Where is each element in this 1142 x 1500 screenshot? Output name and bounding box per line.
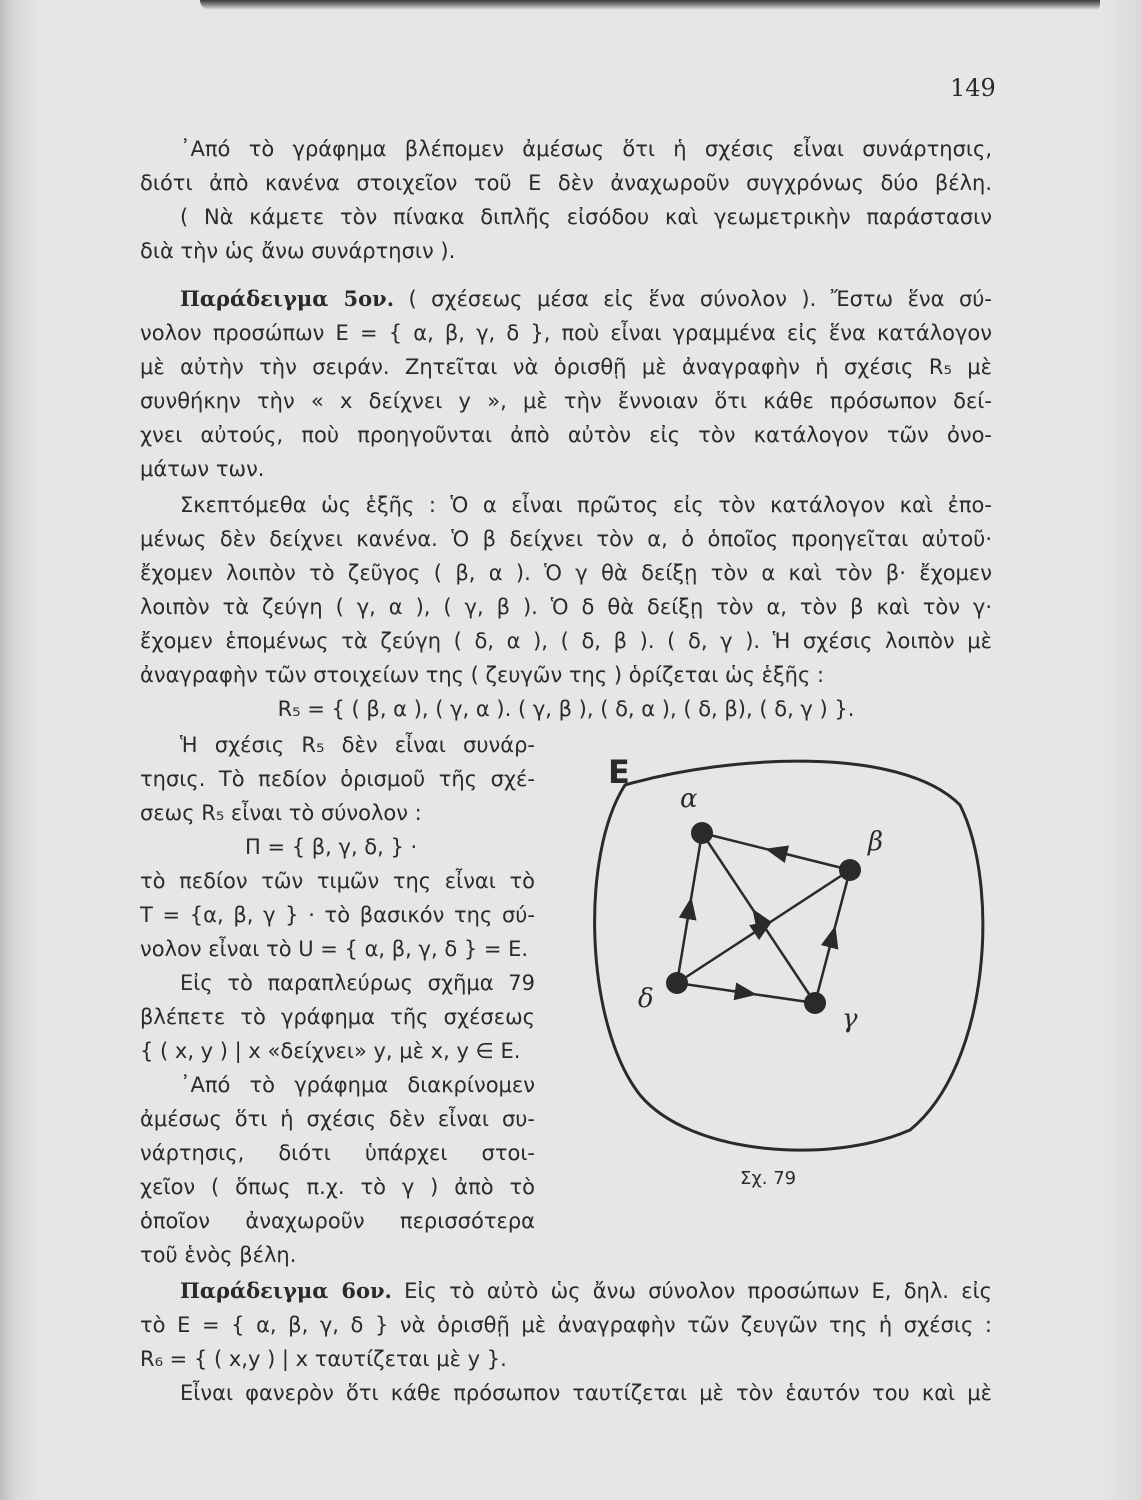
- text-line: Εἰς τὸ παραπλεύρως σχῆμα 79: [180, 971, 535, 995]
- text-line: ἀμέσως ὅτι ἡ σχέσις δὲν εἶναι συ-: [140, 1107, 535, 1131]
- graph-node-label: γ: [842, 1004, 858, 1034]
- text-line: ἔχομεν λοιπὸν τὸ ζεῦγος ( β, α ). Ὁ γ θὰ δείξῃ τὸν α καὶ τὸν β· ἔχομεν: [140, 561, 992, 585]
- example5-first-line: [140, 284, 992, 314]
- text-line: διὰ τὴν ὡς ἄνω συνάρτησιν ).: [140, 239, 456, 263]
- text-line: τὸ πεδίον τῶν τιμῶν της εἶναι τὸ: [140, 869, 535, 893]
- text-line: Σκεπτόμεθα ὡς ἑξῆς : Ὁ α εἶναι πρῶτος εἰς τὸν κατάλογον καὶ ἐπο-: [180, 493, 992, 517]
- graph-node-label: β: [868, 827, 884, 857]
- text-line: νάρτησις, διότι ὑπάρχει στοι-: [140, 1141, 535, 1165]
- text-line: { ( x, y ) | x «δείχνει» y, μὲ x, y ∈ Ε.: [140, 1039, 521, 1063]
- text-line: ὁποῖον ἀναχωροῦν περισσότερα: [140, 1209, 535, 1233]
- text-line: ἀναγραφὴν τῶν στοιχείων της ( ζευγῶν της ) ὁρίζεται ὡς ἑξῆς :: [140, 663, 825, 687]
- text-line: χνει αὐτούς, ποὺ προηγοῦνται ἀπὸ αὐτὸν εἰς τὸν κατάλογον τῶν ὀνο-: [140, 423, 992, 447]
- page-number: 149: [950, 74, 996, 102]
- example6-first-line-text: Εἰς τὸ αὐτὸ ὡς ἄνω σύνολον προσώπων Ε, δηλ. εἰς: [404, 1279, 993, 1303]
- text-line: τοῦ ἑνὸς βέλη.: [140, 1243, 297, 1267]
- graph-node: [804, 992, 826, 1014]
- graph-node: [839, 859, 861, 881]
- example6-heading: Παράδειγμα 6ον.: [180, 1278, 392, 1303]
- text-line: χεῖον ( ὅπως π.χ. τὸ γ ) ἀπὸ τὸ: [140, 1175, 535, 1199]
- set-boundary-ellipse: [595, 761, 983, 1150]
- text-line: μὲ αὐτὴν τὴν σειράν. Ζητεῖται νὰ ὁρισθῇ μὲ ἀναγραφὴν ἡ σχέσις R₅ μὲ: [140, 355, 992, 379]
- text-line: τὸ Ε = { α, β, γ, δ } νὰ ὁρισθῇ μὲ ἀναγραφὴν τῶν ζευγῶν της ἡ σχέσις :: [140, 1313, 992, 1337]
- text-line: Π = { β, γ, δ, } ·: [245, 835, 418, 859]
- text-line: Εἶναι φανερὸν ὅτι κάθε πρόσωπον ταυτίζεται μὲ τὸν ἑαυτόν του καὶ μὲ: [180, 1381, 992, 1405]
- example5-heading: Παράδειγμα 5ον.: [180, 286, 395, 311]
- relation-formula: R₅ = { ( β, α ), ( γ, α ). ( γ, β ), ( δ, α ), ( δ, β), ( δ, γ ) }.: [277, 697, 855, 721]
- text-line: ( Νὰ κάμετε τὸν πίνακα διπλῆς εἰσόδου καὶ γεωμετρικὴν παράστασιν: [180, 205, 992, 229]
- text-line: ἔχομεν ἑπομένως τὰ ζεύγη ( δ, α ), ( δ, β ). ( δ, γ ). Ἡ σχέσις λοιπὸν μὲ: [140, 629, 992, 653]
- graph-edge-δ-α: [677, 833, 702, 983]
- example5-first-line-text: ( σχέσεως μέσα εἰς ἕνα σύνολον ). Ἔστω ἕνα σύ-: [408, 287, 992, 311]
- graph-node-label: α: [680, 784, 698, 814]
- example6-first-line: [140, 1276, 992, 1306]
- text-line: ᾿Από τὸ γράφημα διακρίνομεν: [180, 1073, 535, 1097]
- graph-edge-γ-α: [702, 833, 815, 1003]
- relation-graph-figure: [580, 735, 1000, 1175]
- page-top-edge: [200, 0, 1100, 10]
- graph-node: [691, 822, 713, 844]
- text-line: Ἡ σχέσις R₅ δὲν εἶναι συνάρ-: [180, 733, 535, 757]
- text-line: βλέπετε τὸ γράφημα τῆς σχέσεως: [140, 1005, 535, 1029]
- text-line: μάτων των.: [140, 457, 265, 481]
- text-line: λοιπὸν τὰ ζεύγη ( γ, α ), ( γ, β ). Ὁ δ θὰ δείξῃ τὸν α, τὸν β καὶ τὸν γ·: [140, 595, 992, 619]
- graph-node: [666, 972, 688, 994]
- text-line: νολον εἶναι τὸ U = { α, β, γ, δ } = Ε.: [140, 937, 529, 961]
- graph-edge-δ-γ: [677, 983, 815, 1003]
- text-line: R₆ = { ( x,y ) | x ταυτίζεται μὲ y }.: [140, 1347, 507, 1371]
- graph-node-label: δ: [638, 984, 654, 1014]
- text-line: διότι ἀπὸ κανένα στοιχεῖον τοῦ Ε δὲν ἀναχωροῦν συγχρόνως δύο βέλη.: [140, 171, 992, 195]
- text-line: ᾿Από τὸ γράφημα βλέπομεν ἀμέσως ὅτι ἡ σχέσις εἶναι συνάρτησις,: [180, 137, 992, 161]
- text-line: νολον προσώπων Ε = { α, β, γ, δ }, ποὺ εἶναι γραμμένα εἰς ἕνα κατάλογον: [140, 321, 992, 345]
- figure-caption: Σχ. 79: [740, 1168, 797, 1189]
- set-label: E: [608, 753, 630, 791]
- text-line: μένως δὲν δείχνει κανένα. Ὁ β δείχνει τὸν α, ὁ ὁποῖος προηγεῖται αὐτοῦ·: [140, 527, 992, 551]
- text-line: συνθήκην τὴν « x δείχνει y », μὲ τὴν ἔννοιαν ὅτι κάθε πρόσωπον δεί-: [140, 389, 992, 413]
- text-line: σεως R₅ εἶναι τὸ σύνολον :: [140, 801, 422, 825]
- text-line: τησις. Τὸ πεδίον ὁρισμοῦ τῆς σχέ-: [140, 767, 535, 791]
- text-line: Τ = {α, β, γ } · τὸ βασικόν της σύ-: [140, 903, 535, 927]
